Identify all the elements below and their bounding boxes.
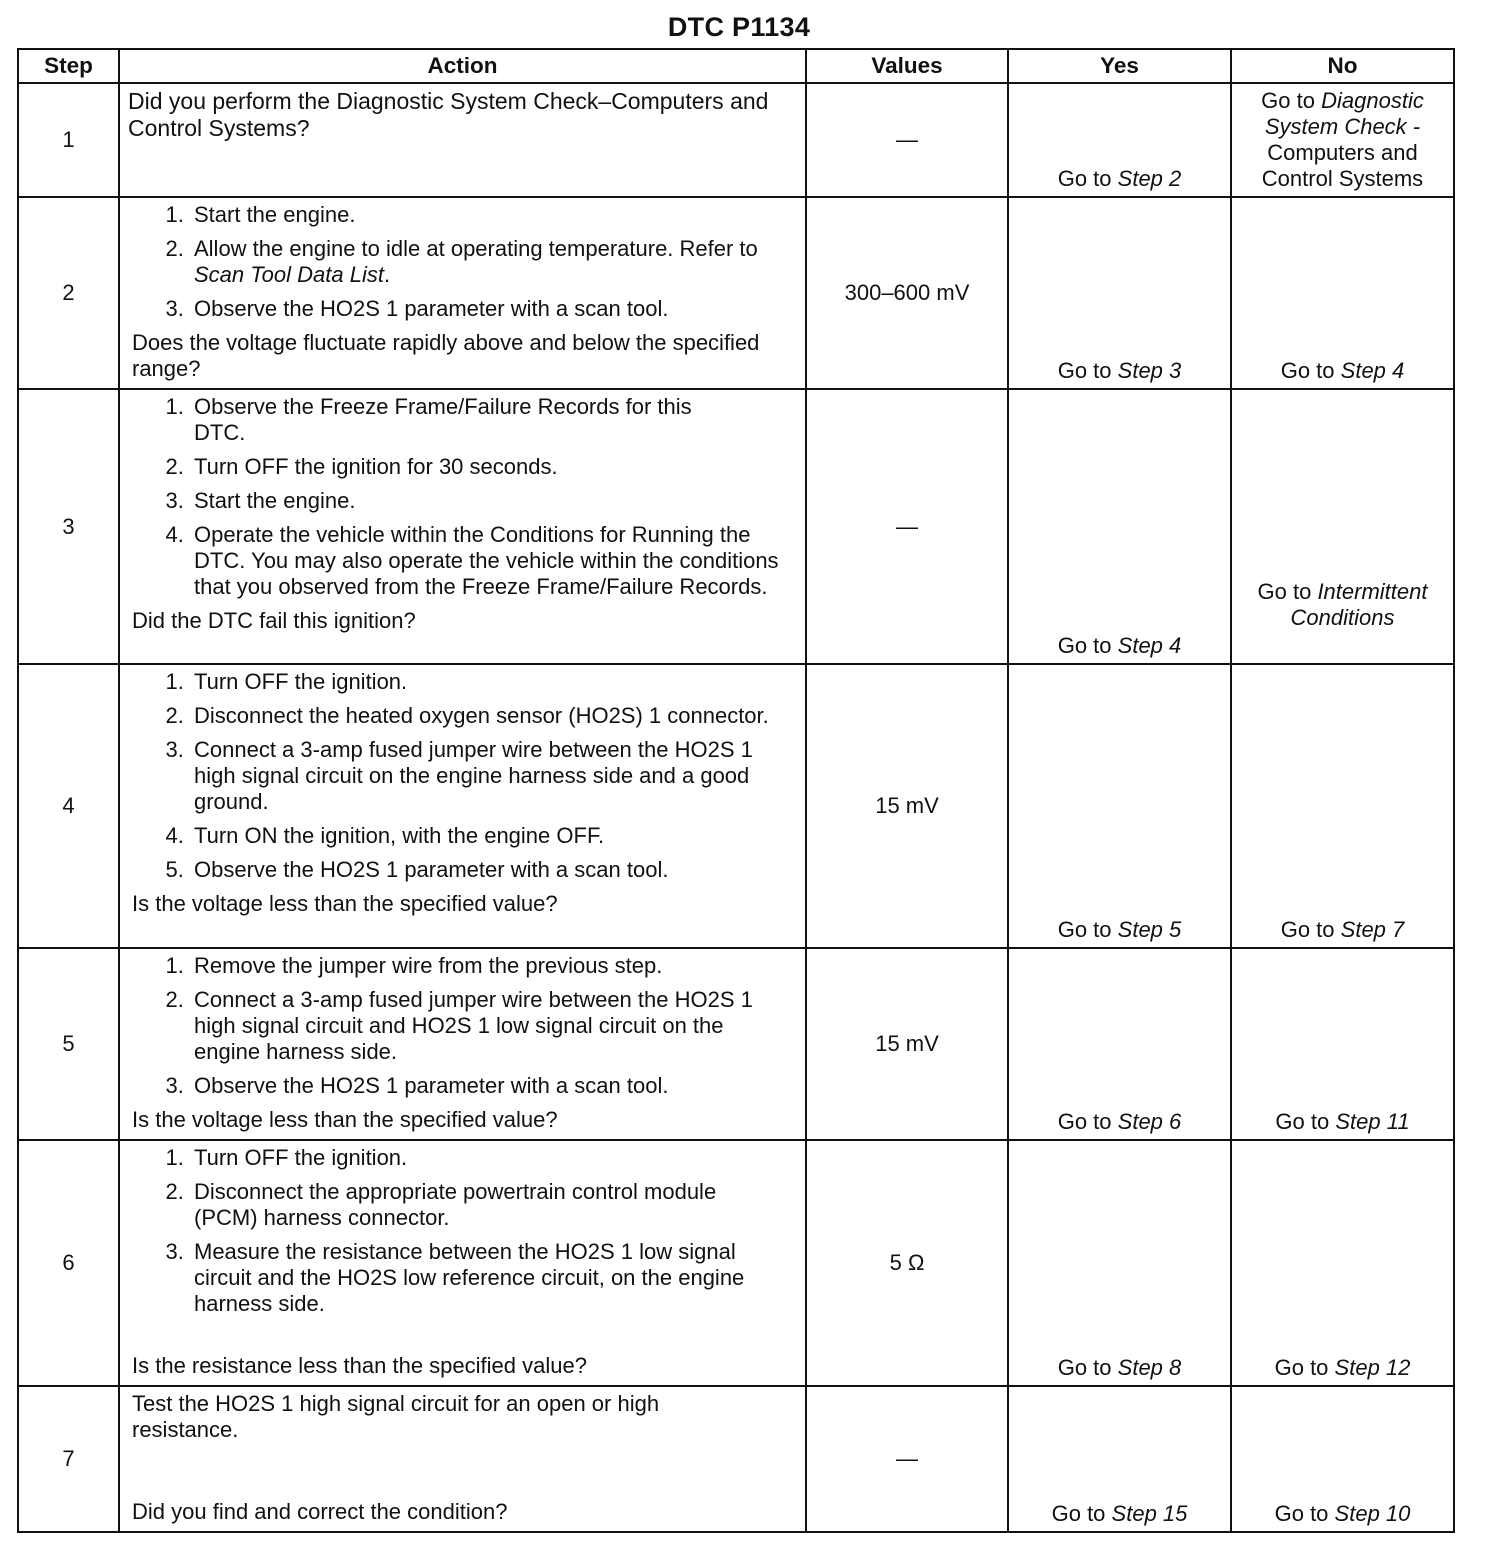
list-item: 1. Observe the Freeze Frame/Failure Records for this DTC. xyxy=(190,394,799,446)
value-cell: 300–600 mV xyxy=(806,197,1008,389)
step-number: 3 xyxy=(18,389,119,664)
question-text: Is the voltage less than the specified value? xyxy=(132,891,558,916)
step-number: 5 xyxy=(18,948,119,1140)
yes-cell[interactable] xyxy=(1008,664,1231,948)
question-text: Does the voltage fluctuate rapidly above and below the specified range? xyxy=(132,330,760,381)
action-cell xyxy=(119,197,806,389)
step-list xyxy=(132,669,799,883)
no-cell[interactable] xyxy=(1231,948,1454,1140)
step-number: 1 xyxy=(18,83,119,197)
yes-prefix: Go to xyxy=(1057,917,1112,942)
yes-prefix: Go to xyxy=(1057,1355,1112,1380)
value-cell: 5 Ω xyxy=(806,1140,1008,1386)
header-values: Values xyxy=(806,49,1008,83)
no-cell[interactable] xyxy=(1231,664,1454,948)
no-prefix: Go to xyxy=(1274,1355,1329,1380)
value-cell: — xyxy=(806,83,1008,197)
header-yes: Yes xyxy=(1008,49,1231,83)
step-list xyxy=(132,953,799,1099)
list-item: 4. Operate the vehicle within the Conditions for Running the DTC. You may also operate the vehicle within the conditions that you observed from the Freeze Frame/Failure Records. xyxy=(190,522,799,600)
header-action: Action xyxy=(119,49,806,83)
page-title: DTC P1134 xyxy=(667,12,811,42)
action-cell xyxy=(119,664,806,948)
step-list xyxy=(132,202,799,322)
no-cell[interactable] xyxy=(1231,197,1454,389)
no-prefix: Go to xyxy=(1280,358,1335,383)
list-item: 3. Observe the HO2S 1 parameter with a scan tool. xyxy=(190,1073,799,1099)
no-target[interactable]: Diagnostic System Check - xyxy=(1264,88,1424,139)
no-prefix: Go to xyxy=(1280,917,1335,942)
question-text: Did the DTC fail this ignition? xyxy=(132,608,416,633)
table-row xyxy=(18,389,1454,664)
no-suffix[interactable]: Computers and Control Systems xyxy=(1261,140,1424,191)
yes-cell[interactable] xyxy=(1008,197,1231,389)
value-cell: 15 mV xyxy=(806,948,1008,1140)
list-item-text: Allow the engine to idle at operating temperature. Refer to xyxy=(194,236,758,261)
header-no: No xyxy=(1231,49,1454,83)
yes-cell[interactable] xyxy=(1008,83,1231,197)
yes-prefix: Go to xyxy=(1051,1501,1106,1526)
question-text: Is the resistance less than the specified value? xyxy=(132,1353,587,1378)
list-item: 1. Remove the jumper wire from the previous step. xyxy=(190,953,799,979)
list-item: 2. Disconnect the heated oxygen sensor (HO2S) 1 connector. xyxy=(190,703,799,729)
no-cell[interactable] xyxy=(1231,389,1454,664)
yes-cell[interactable] xyxy=(1008,389,1231,664)
action-text: Did you perform the Diagnostic System Check–Computers and Control Systems? xyxy=(128,88,769,141)
list-item: 4. Turn ON the ignition, with the engine OFF. xyxy=(190,823,799,849)
yes-cell[interactable] xyxy=(1008,948,1231,1140)
header-step: Step xyxy=(18,49,119,83)
action-cell xyxy=(119,83,806,197)
no-target[interactable]: Step 10 xyxy=(1334,1501,1411,1526)
table-row xyxy=(18,83,1454,197)
list-item: 2. Connect a 3-amp fused jumper wire between the HO2S 1 high signal circuit and HO2S 1 low signal circuit on the engine harness side. xyxy=(190,987,799,1065)
action-text: Test the HO2S 1 high signal circuit for an open or high resistance. xyxy=(132,1391,660,1442)
yes-cell[interactable] xyxy=(1008,1140,1231,1386)
no-prefix: Go to xyxy=(1257,579,1312,604)
step-list xyxy=(132,1145,799,1317)
action-cell xyxy=(119,389,806,664)
diagnostic-table xyxy=(17,48,1455,1533)
yes-prefix: Go to xyxy=(1057,1109,1112,1134)
action-cell xyxy=(119,1140,806,1386)
yes-target[interactable]: Step 4 xyxy=(1117,633,1182,658)
no-prefix: Go to xyxy=(1261,88,1315,113)
list-item: 1. Start the engine. xyxy=(190,202,799,228)
no-cell[interactable] xyxy=(1231,1386,1454,1532)
list-item: 2. Disconnect the appropriate powertrain control module (PCM) harness connector. xyxy=(190,1179,799,1231)
list-item: 3. Observe the HO2S 1 parameter with a scan tool. xyxy=(190,296,799,322)
no-target[interactable]: Step 11 xyxy=(1335,1109,1410,1134)
action-cell xyxy=(119,1386,806,1532)
yes-prefix: Go to xyxy=(1057,633,1112,658)
yes-target[interactable]: Step 15 xyxy=(1111,1501,1188,1526)
yes-target[interactable]: Step 5 xyxy=(1117,917,1182,942)
question-text: Is the voltage less than the specified value? xyxy=(132,1107,558,1132)
table-row xyxy=(18,664,1454,948)
yes-target[interactable]: Step 2 xyxy=(1117,166,1182,191)
list-item: 1. Turn OFF the ignition. xyxy=(190,1145,799,1171)
yes-target[interactable]: Step 6 xyxy=(1117,1109,1182,1134)
no-cell[interactable] xyxy=(1231,83,1454,197)
step-number: 7 xyxy=(18,1386,119,1532)
no-target[interactable]: Step 12 xyxy=(1334,1355,1411,1380)
list-item: 2. Turn OFF the ignition for 30 seconds. xyxy=(190,454,799,480)
no-prefix: Go to xyxy=(1275,1109,1330,1134)
value-cell: — xyxy=(806,1386,1008,1532)
no-prefix: Go to xyxy=(1274,1501,1329,1526)
action-cell xyxy=(119,948,806,1140)
list-item: 5. Observe the HO2S 1 parameter with a scan tool. xyxy=(190,857,799,883)
spacer xyxy=(132,1443,799,1499)
yes-prefix: Go to xyxy=(1057,166,1112,191)
table-row xyxy=(18,197,1454,389)
no-target[interactable]: Step 4 xyxy=(1340,358,1405,383)
list-item: 3. Start the engine. xyxy=(190,488,799,514)
list-item: 1. Turn OFF the ignition. xyxy=(190,669,799,695)
step-number: 6 xyxy=(18,1140,119,1386)
reference-link[interactable]: Scan Tool Data List xyxy=(194,262,384,287)
no-target[interactable]: Step 7 xyxy=(1340,917,1405,942)
question-text: Did you find and correct the condition? xyxy=(132,1499,508,1524)
step-number: 4 xyxy=(18,664,119,948)
no-cell[interactable] xyxy=(1231,1140,1454,1386)
table-row xyxy=(18,948,1454,1140)
yes-prefix: Go to xyxy=(1057,358,1112,383)
yes-target[interactable]: Step 3 xyxy=(1117,358,1182,383)
list-item: 3. Measure the resistance between the HO2S 1 low signal circuit and the HO2S low reference circuit, on the engine harness side. xyxy=(190,1239,799,1317)
list-item: 2. Allow the engine to idle at operating temperature. Refer to Scan Tool Data List. xyxy=(190,236,799,288)
table-row xyxy=(18,1140,1454,1386)
yes-cell[interactable] xyxy=(1008,1386,1231,1532)
spacer xyxy=(132,1325,799,1353)
value-cell: — xyxy=(806,389,1008,664)
step-list xyxy=(132,394,799,600)
header-row xyxy=(18,49,1454,83)
table-row xyxy=(18,1386,1454,1532)
step-number: 2 xyxy=(18,197,119,389)
yes-target[interactable]: Step 8 xyxy=(1117,1355,1182,1380)
list-item: 3. Connect a 3-amp fused jumper wire between the HO2S 1 high signal circuit on the engine harness side and a good ground. xyxy=(190,737,799,815)
no-target[interactable]: Intermittent Conditions xyxy=(1290,579,1428,630)
value-cell: 15 mV xyxy=(806,664,1008,948)
